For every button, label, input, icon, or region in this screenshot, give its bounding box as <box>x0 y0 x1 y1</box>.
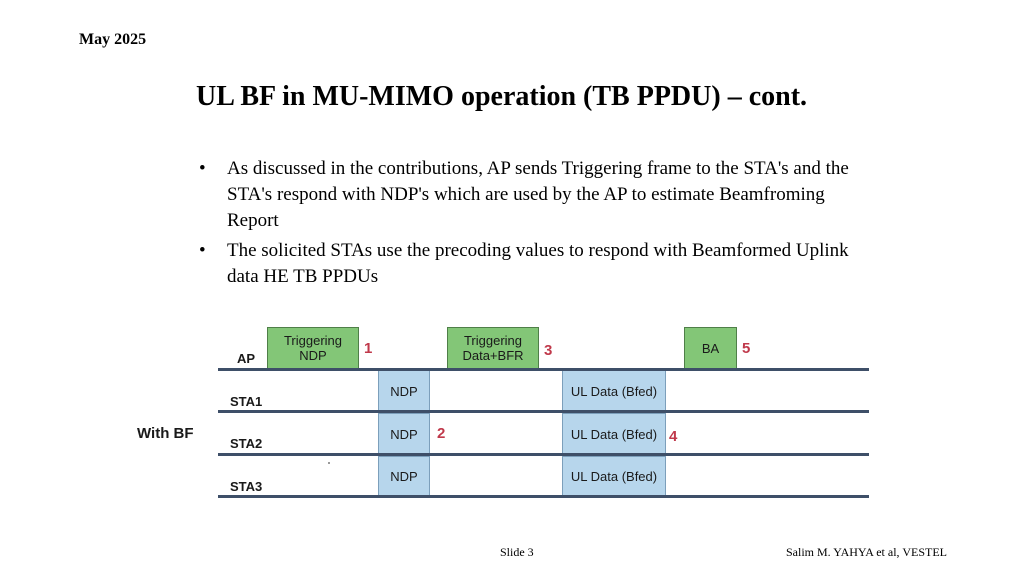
timeline-sta2 <box>218 453 869 456</box>
timeline-ap <box>218 368 869 371</box>
frame-ul-data-sta3: UL Data (Bfed) <box>562 456 666 496</box>
frame-line: NDP <box>299 348 327 363</box>
frame-ndp-sta1: NDP <box>378 370 430 412</box>
bullet-text: As discussed in the contributions, AP sends Triggering frame to the STA's and the STA's respond with NDP's which are used by the AP to estimate Beamfroming Report <box>227 158 849 231</box>
frame-triggering-ndp <box>267 327 359 369</box>
frame-line: Triggering <box>463 333 523 348</box>
bullet-item <box>199 238 849 290</box>
frame-ul-data-sta2: UL Data (Bfed) <box>562 413 666 455</box>
timeline-sta1 <box>218 410 869 413</box>
step-number-3: 3 <box>544 342 553 359</box>
with-bf-label: With BF <box>137 425 194 442</box>
header-date: May 2025 <box>79 31 147 48</box>
frame-ndp-sta2: NDP <box>378 413 430 455</box>
row-label-ap: AP <box>237 351 256 366</box>
frame-ndp-sta3: NDP <box>378 456 430 496</box>
frame-ul-data-sta1: UL Data (Bfed) <box>562 370 666 412</box>
frame-triggering-data-bfr <box>447 327 539 369</box>
row-label-sta2: STA2 <box>230 436 263 451</box>
frame-ba: BA <box>684 327 737 369</box>
bullet-list <box>199 156 849 294</box>
stray-dot <box>328 462 330 464</box>
step-number-4: 4 <box>669 428 678 445</box>
bullet-marker: • <box>199 240 206 261</box>
bullet-marker: • <box>199 158 206 179</box>
row-label-sta1: STA1 <box>230 394 263 409</box>
row-label-sta3: STA3 <box>230 479 263 494</box>
slide-number: Slide 3 <box>500 545 534 559</box>
step-number-1: 1 <box>364 340 373 357</box>
timeline-sta3 <box>218 495 869 498</box>
bullet-item <box>199 156 849 234</box>
step-number-5: 5 <box>742 340 751 357</box>
step-number-2: 2 <box>437 425 446 442</box>
frame-line: Triggering <box>283 333 343 348</box>
bullet-text: The solicited STAs use the precoding values to respond with Beamformed Uplink data HE TB PPDUs <box>227 240 849 287</box>
footer-author: Salim M. YAHYA et al, VESTEL <box>786 545 947 559</box>
frame-line: Data+BFR <box>462 348 524 363</box>
slide-title: UL BF in MU-MIMO operation (TB PPDU) – cont. <box>196 81 808 112</box>
